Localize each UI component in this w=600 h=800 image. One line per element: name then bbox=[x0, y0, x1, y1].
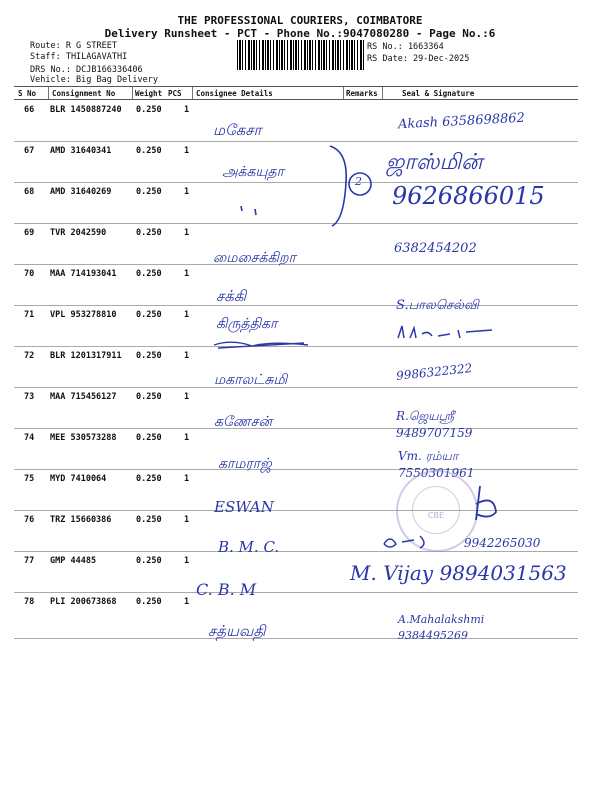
row-weight: 0.250 bbox=[136, 105, 162, 115]
row-weight: 0.250 bbox=[136, 474, 162, 484]
row-consignment: PLI 200673868 bbox=[50, 597, 117, 607]
row-weight: 0.250 bbox=[136, 515, 162, 525]
table-row bbox=[14, 141, 578, 183]
row-weight: 0.250 bbox=[136, 228, 162, 238]
handwritten-phone: 9626866015 bbox=[392, 182, 545, 210]
handwritten-consignee: அக்கயுதா bbox=[222, 164, 284, 180]
col-remarks: Remarks bbox=[346, 89, 378, 98]
col-weight: Weight bbox=[135, 89, 163, 98]
row-pcs: 1 bbox=[184, 105, 190, 115]
table-row bbox=[14, 223, 578, 265]
row-consignment: MYD 7410064 bbox=[50, 474, 107, 484]
drs-number: DRS No.: DCJB166336406 bbox=[30, 65, 143, 75]
rs-number: RS No.: 1663364 bbox=[367, 42, 444, 52]
handwritten-signature: 6382454202 bbox=[394, 241, 477, 256]
row-sno: 77 bbox=[24, 556, 35, 566]
row-consignment: BLR 1450887240 bbox=[50, 105, 122, 115]
handwritten-consignee: B. M. C. bbox=[218, 538, 280, 556]
handwritten-initials bbox=[394, 322, 494, 342]
rs-date: RS Date: 29-Dec-2025 bbox=[367, 54, 470, 64]
col-divider bbox=[132, 87, 133, 99]
row-pcs: 1 bbox=[184, 433, 190, 443]
col-sno: S No bbox=[18, 89, 37, 98]
row-sno: 73 bbox=[24, 392, 35, 402]
handwritten-signature: S.பாலசெல்வி bbox=[396, 298, 479, 313]
row-weight: 0.250 bbox=[136, 392, 162, 402]
row-sno: 76 bbox=[24, 515, 35, 525]
row-sno: 68 bbox=[24, 187, 35, 197]
row-consignment: VPL 953278810 bbox=[50, 310, 117, 320]
vehicle-label: Vehicle: Big Bag Delivery bbox=[30, 75, 158, 85]
row-consignment: TVR 2042590 bbox=[50, 228, 107, 238]
row-weight: 0.250 bbox=[136, 433, 162, 443]
row-pcs: 1 bbox=[184, 187, 190, 197]
row-consignment: GMP 44485 bbox=[50, 556, 97, 566]
handwritten-signature: Vm. ரம்யா 7550301961 bbox=[398, 449, 475, 480]
row-consignment: MEE 530573288 bbox=[50, 433, 117, 443]
row-sno: 71 bbox=[24, 310, 35, 320]
row-sno: 74 bbox=[24, 433, 35, 443]
col-divider bbox=[382, 87, 383, 99]
handwritten-consignee: கணேசன் bbox=[214, 414, 273, 430]
row-pcs: 1 bbox=[184, 351, 190, 361]
row-weight: 0.250 bbox=[136, 146, 162, 156]
handwritten-dots bbox=[238, 204, 262, 218]
handwritten-consignee: C. B. M bbox=[196, 580, 257, 599]
row-weight: 0.250 bbox=[136, 597, 162, 607]
handwritten-consignee: சத்யவதி bbox=[208, 622, 266, 640]
row-pcs: 1 bbox=[184, 597, 190, 607]
header-top-rule bbox=[14, 86, 578, 87]
row-sno: 67 bbox=[24, 146, 35, 156]
row-consignment: MAA 715456127 bbox=[50, 392, 117, 402]
row-pcs: 1 bbox=[184, 146, 190, 156]
row-pcs: 1 bbox=[184, 310, 190, 320]
row-consignment: AMD 31640341 bbox=[50, 146, 112, 156]
handwritten-initials bbox=[380, 530, 460, 552]
handwritten-signature-mark bbox=[458, 484, 502, 524]
col-consignee: Consignee Details bbox=[196, 89, 273, 98]
handwritten-signature: M. Vijay 9894031563 bbox=[350, 561, 567, 585]
row-sno: 70 bbox=[24, 269, 35, 279]
table-row bbox=[14, 346, 578, 388]
handwritten-bracket bbox=[326, 142, 378, 228]
row-consignment: TRZ 15660386 bbox=[50, 515, 112, 525]
row-weight: 0.250 bbox=[136, 269, 162, 279]
route-label: Route: R G STREET bbox=[30, 41, 117, 51]
handwritten-signature: 9986322322 bbox=[395, 361, 473, 383]
runsheet-title: Delivery Runsheet - PCT - Phone No.:9047080280 - Page No.:6 bbox=[104, 27, 496, 40]
row-consignment: MAA 714193041 bbox=[50, 269, 117, 279]
col-consignment: Consignment No bbox=[52, 89, 116, 98]
col-divider bbox=[48, 87, 49, 99]
staff-label: Staff: THILAGAVATHI bbox=[30, 52, 128, 62]
row-sno: 75 bbox=[24, 474, 35, 484]
row-consignment: BLR 1201317911 bbox=[50, 351, 122, 361]
row-weight: 0.250 bbox=[136, 556, 162, 566]
row-consignment: AMD 31640269 bbox=[50, 187, 112, 197]
handwritten-consignee: ESWAN bbox=[214, 498, 274, 516]
col-divider bbox=[343, 87, 344, 99]
handwritten-signature: R.ஜெயஸ்ரீ 9489707159 bbox=[396, 409, 473, 440]
row-weight: 0.250 bbox=[136, 351, 162, 361]
handwritten-mark: 2 bbox=[355, 175, 362, 188]
handwritten-consignee: சக்கி bbox=[216, 287, 247, 305]
row-sno: 69 bbox=[24, 228, 35, 238]
row-pcs: 1 bbox=[184, 515, 190, 525]
row-weight: 0.250 bbox=[136, 310, 162, 320]
row-sno: 66 bbox=[24, 105, 35, 115]
table-row bbox=[14, 264, 578, 306]
row-sno: 72 bbox=[24, 351, 35, 361]
handwritten-signature: A.Mahalakshmi 9384495269 bbox=[398, 613, 485, 642]
row-pcs: 1 bbox=[184, 269, 190, 279]
row-pcs: 1 bbox=[184, 228, 190, 238]
handwritten-phone: 9942265030 bbox=[464, 536, 541, 550]
row-weight: 0.250 bbox=[136, 187, 162, 197]
row-sno: 78 bbox=[24, 597, 35, 607]
handwritten-consignee: மகேசா bbox=[213, 121, 262, 139]
row-pcs: 1 bbox=[184, 392, 190, 402]
handwritten-consignee: மைசைக்கிறா bbox=[213, 250, 296, 266]
barcode bbox=[237, 40, 364, 70]
handwritten-signature: ஜாஸ்மின் bbox=[386, 150, 483, 175]
stamp-text: CBE bbox=[427, 511, 445, 520]
col-pcs: PCS bbox=[168, 89, 182, 98]
company-title: THE PROFESSIONAL COURIERS, COIMBATORE bbox=[177, 14, 423, 27]
col-divider bbox=[192, 87, 193, 99]
handwritten-strikeout bbox=[212, 337, 312, 351]
row-pcs: 1 bbox=[184, 474, 190, 484]
col-seal-signature: Seal & Signature bbox=[402, 89, 475, 98]
handwritten-consignee: கிருத்திகா bbox=[216, 316, 278, 332]
handwritten-signature: Akash 6358698862 bbox=[397, 110, 526, 133]
handwritten-consignee: மகாலட்சுமி bbox=[214, 372, 288, 388]
handwritten-consignee: காமராஜ் bbox=[218, 456, 272, 472]
row-pcs: 1 bbox=[184, 556, 190, 566]
